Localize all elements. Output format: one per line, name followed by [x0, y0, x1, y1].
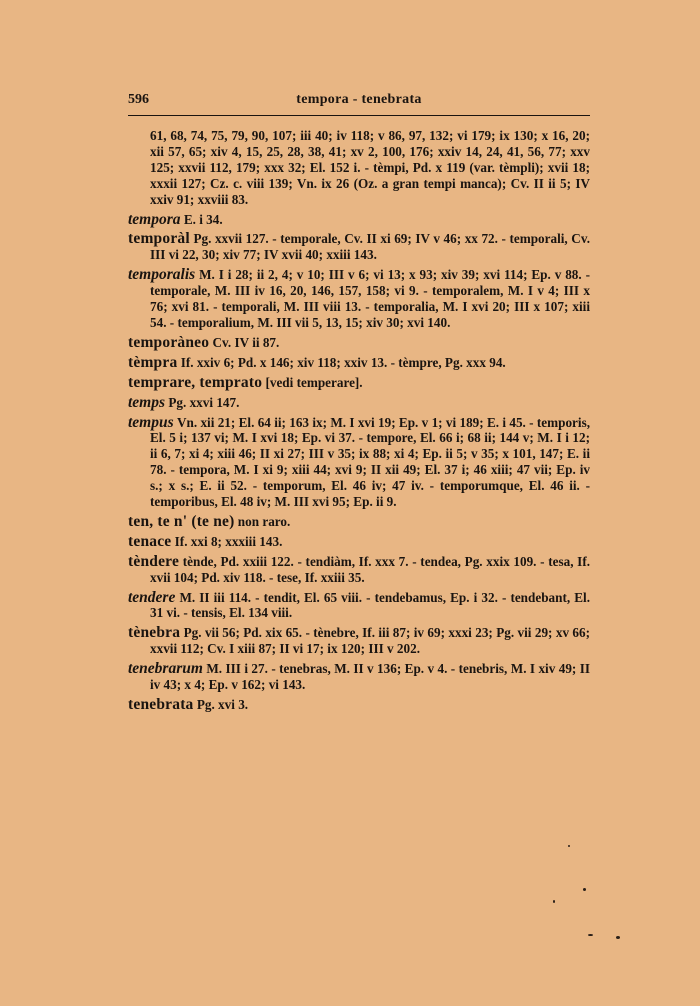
entry-citations: E. i 34. [183, 211, 223, 227]
page-number: 596 [128, 92, 149, 107]
entry-headword: tendere [128, 588, 176, 606]
entry-headword: temprare, temprato [128, 373, 263, 391]
running-header [128, 92, 590, 114]
dictionary-entry [128, 514, 590, 530]
entry-citations: If. xxi 8; xxxiii 143. [174, 533, 283, 549]
dictionary-entry [128, 661, 590, 693]
entry-headword: tèmpra [128, 353, 178, 371]
entry-headword: tenace [128, 532, 172, 550]
entry-headword: ten, te n' (te ne) [128, 512, 235, 530]
entry-citations: If. xxiv 6; Pd. x 146; xiv 118; xxiv 13. - tèmpre, Pg. xxx 94. [180, 354, 506, 370]
dictionary-entry [128, 697, 590, 713]
dictionary-entry [128, 415, 590, 510]
entry-headword: tempora [128, 210, 181, 228]
entry-citations: M. II iii 114. - tendit, El. 65 viii. - tendebamus, Ep. i 32. - tendebant, El. 31 vi. - tensis, El. 134 viii. [150, 589, 591, 621]
ink-speck [588, 934, 593, 936]
entry-citations: M. I i 28; ii 2, 4; v 10; III v 6; vi 13; x 93; xiv 39; xvi 114; Ep. v 88. - temporale, M. III iv 16, 20, 146, 157, 158; vi 9. - temporalem, M. I v 4; III x 76; xvi 81. - temporali, M. III viii 13. - temporalia, M. I xvi 20; III x 107; xiii 54. - temporalium, M. III vii 5, 13, 15; xiv 30; xvi 140. [150, 267, 590, 330]
entry-citations: Vn. xii 21; El. 64 ii; 163 ix; M. I xvi 19; Ep. v 1; vi 189; E. i 45. - temporis, El. 5 i; 137 vi; M. I xvi 18; Ep. vi 37. - tempore, El. 66 i; 68 ii; 144 v; M. I i 12; ii 6, 7; xi 4; xiii 46; II xi 27; III v 35; ix 88; xi 4; Ep. ii 5; v 35; x 101, 147; E. ii 78. - tempora, M. I xi 9; xiii 44; xvi 9; II xii 49; El. 37 i; 46 xiii; 47 vii; Ep. iv s.; x s.; E. ii 52. - temporum, El. 46 iv; 47 iv. - temporumque, El. 46 ii. - temporibus, El. 48 iv; M. III xvi 95; Ep. ii 9. [150, 414, 590, 510]
dictionary-entry [128, 534, 590, 550]
dictionary-entry [128, 212, 590, 228]
dictionary-entry [128, 590, 590, 622]
entry-headword: tènebra [128, 624, 181, 642]
entry-citations: Cv. IV ii 87. [212, 334, 280, 350]
entry-citations: tènde, Pd. xxiii 122. - tendiàm, If. xxx 7. - tendea, Pg. xxix 109. - tesa, If. xvii 104; Pd. xiv 118. - tese, If. xxiii 35. [150, 553, 591, 585]
ink-speck [616, 936, 620, 939]
dictionary-entry [128, 355, 590, 371]
entry-headword: tempus [128, 413, 174, 431]
dictionary-entry [128, 128, 590, 208]
entry-citations: Pg. vii 56; Pd. xix 65. - tènebre, If. iii 87; iv 69; xxxi 23; Pg. vii 29; xv 66; xxvii 112; Cv. I xiii 87; II vi 17; ix 120; III v 202. [150, 625, 591, 657]
entry-citations: Pg. xxvii 127. - temporale, Cv. II xi 69; IV v 46; xx 72. - temporali, Cv. III vi 22, 30; xiv 77; IV xvii 40; xxiii 143. [150, 231, 590, 263]
entry-headword: temps [128, 393, 166, 411]
entry-citations: non raro. [237, 513, 291, 529]
entry-citations: M. III i 27. - tenebras, M. II v 136; Ep. v 4. - tenebris, M. I xiv 49; II iv 43; x 4; Ep. v 162; vi 143. [150, 661, 590, 693]
dictionary-entry [128, 375, 590, 391]
entry-citations: 61, 68, 74, 75, 79, 90, 107; iii 40; iv 118; v 86, 97, 132; vi 179; ix 130; x 16, 20; xii 57, 65; xiv 4, 15, 25, 28, 38, 41; xv 2, 100, 176; xxiv 14, 24, 41, 56, 77; xxv 125; xxvii 112, 179; xxx 32; El. 152 i. - tèmpi, Pd. x 119 (var. tèmpli); xvii 18; xxxii 127; Cz. c. viii 139; Vn. ix 26 (Oz. a gran tempi manca); Cv. II ii 5; IV xxiv 91; xxviii 83. [150, 128, 590, 207]
dictionary-body [128, 128, 590, 717]
ink-speck [583, 888, 586, 891]
entry-headword: tenebrarum [128, 660, 203, 678]
entry-headword: tenebrata [128, 696, 194, 713]
running-title: tempora - tenebrata [296, 92, 422, 107]
dictionary-entry [128, 335, 590, 351]
entry-citations: Pg. xxvi 147. [168, 394, 240, 410]
entry-headword: temporàneo [128, 333, 210, 351]
entry-headword: temporàl [128, 230, 190, 248]
entry-citations: Pg. xvi 3. [196, 697, 249, 712]
dictionary-entry [128, 554, 590, 586]
entry-headword: tèndere [128, 552, 180, 570]
dictionary-entry [128, 231, 590, 263]
entry-headword: temporalis [128, 266, 196, 284]
dictionary-entry [128, 395, 590, 411]
entry-citations: [vedi temperare]. [265, 374, 363, 390]
header-rule [128, 115, 590, 116]
ink-speck [553, 900, 555, 903]
dictionary-entry [128, 625, 590, 657]
ink-speck [568, 845, 570, 847]
dictionary-entry [128, 267, 590, 331]
